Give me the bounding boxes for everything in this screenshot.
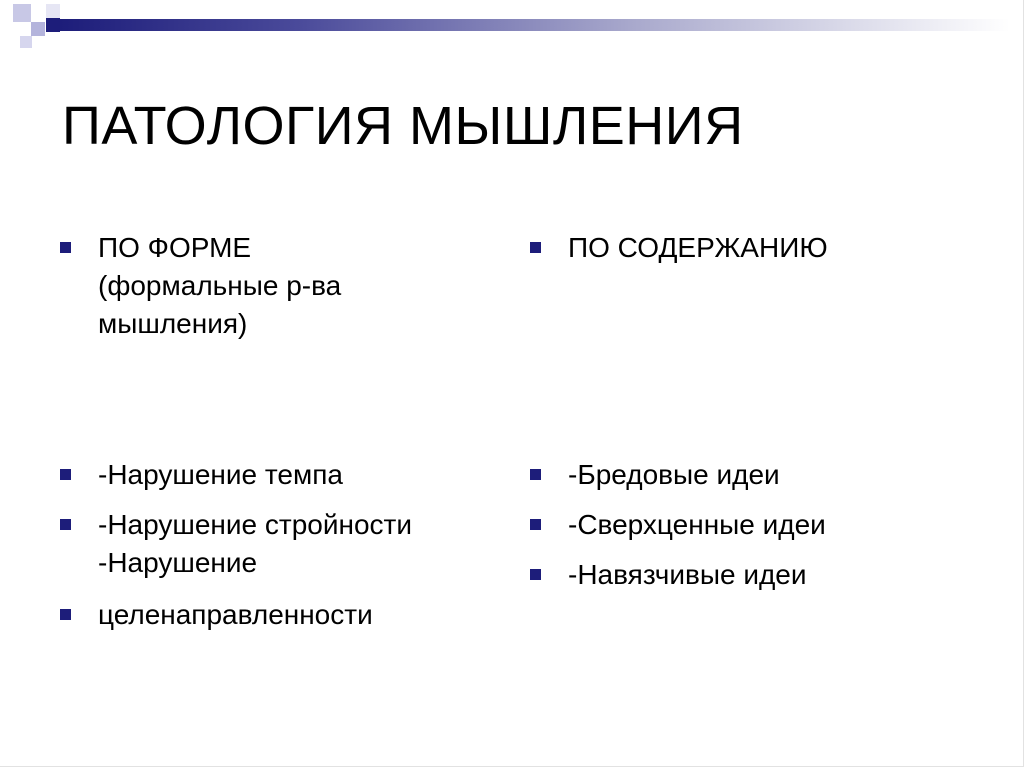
square-bullet-icon <box>530 469 541 480</box>
list-item-text: -Навязчивые идеи <box>568 559 807 590</box>
header-gradient-bar <box>60 19 1010 31</box>
list-item-text: -Нарушение темпа <box>98 459 343 490</box>
square-bullet-icon <box>60 519 71 530</box>
decorative-square-icon <box>46 4 60 18</box>
left-heading <box>60 229 341 343</box>
list-item-text: -Бредовые идеи <box>568 459 780 490</box>
list-item <box>60 506 412 582</box>
list-item-text: целенаправленности <box>98 599 373 630</box>
list-item <box>530 556 807 594</box>
square-bullet-icon <box>530 519 541 530</box>
square-bullet-icon <box>60 609 71 620</box>
left-heading-line: (формальные р-ва <box>98 270 342 301</box>
list-item <box>60 456 343 494</box>
left-heading-line: ПО ФОРМЕ <box>98 232 252 263</box>
list-item <box>530 506 826 544</box>
list-item <box>530 456 780 494</box>
list-item <box>60 596 373 634</box>
right-heading <box>530 229 828 267</box>
slide-title: ПАТОЛОГИЯ МЫШЛЕНИЯ <box>62 96 744 156</box>
list-item-text: -Нарушение стройности <box>98 509 412 540</box>
square-bullet-icon <box>530 569 541 580</box>
list-item-text: -Сверхценные идеи <box>568 509 826 540</box>
square-bullet-icon <box>530 242 541 253</box>
decorative-square-icon <box>20 36 32 48</box>
left-heading-line: мышления) <box>98 308 248 339</box>
list-item-text: -Нарушение <box>98 547 258 578</box>
decorative-square-icon <box>31 22 45 36</box>
square-bullet-icon <box>60 469 71 480</box>
square-bullet-icon <box>60 242 71 253</box>
decorative-square-icon <box>46 18 60 32</box>
right-heading-line: ПО СОДЕРЖАНИЮ <box>568 232 828 263</box>
decorative-square-icon <box>13 4 31 22</box>
